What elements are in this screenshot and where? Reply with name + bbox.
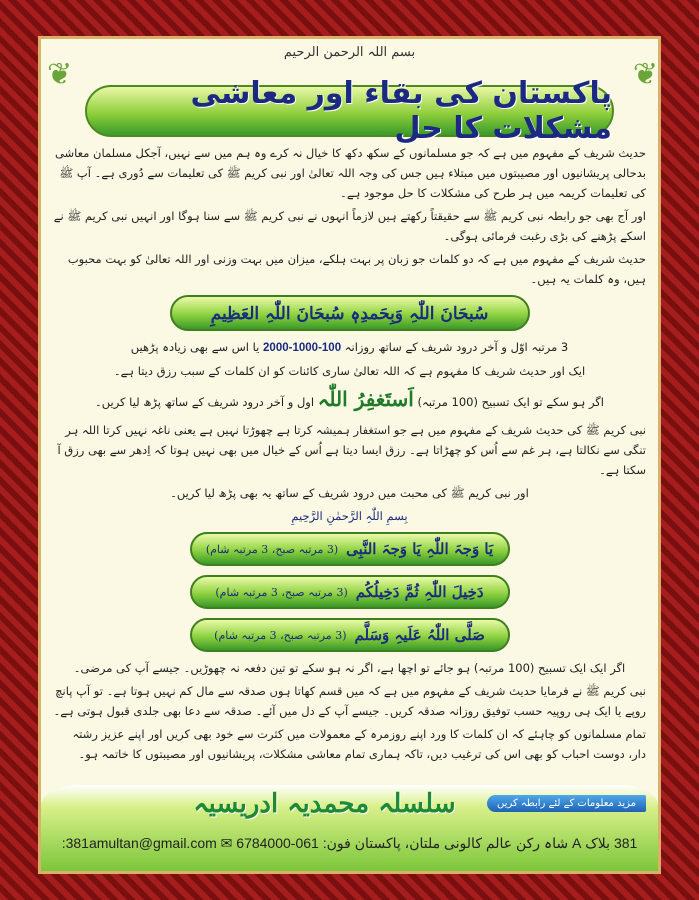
paragraph-6 [53,384,646,417]
wazifa-banner-1 [190,532,510,566]
istighfar-text: اَستَغفِرُ اللّٰہ [317,387,414,411]
contact-line [51,835,648,852]
vine-decoration-icon: ❦ [47,57,73,92]
address: 381 بلاک A شاہ رکن عالم کالونی ملتان، پاکستان فون: 061-6784000 [236,835,638,851]
vine-decoration-icon: ❦ [632,57,658,92]
paragraph-11: تمام مسلمانوں کو چاہئے کہ ان کلمات کا ورد اپنے روزمرہ کے معمولات میں کثرت سے خود بھی کریں اور اپنے عزیز رشتہ دار، دوست احباب کو بھی اس کی ترغیب دیں، تاکہ ہماری تمام معاشی مشکلات، پریشانیوں اور مصیبتوں کا خاتمہ ہو۔ [72,727,646,761]
paragraph-8: اور نبی کریم ﷺ کی محبت میں درود شریف کے ساتھ یہ بھی پڑھ لیا کریں۔ [170,486,529,500]
poster [38,36,661,874]
organization-name: سلسلہ محمدیہ ادریسیہ [193,789,456,819]
wazifa-text: دَخِیلَ اللّٰہِ ثُمَّ دَخِیلُکُم [355,583,484,601]
wazifa-banner-3 [190,618,510,652]
wazifa-text: یَا وَجہَ اللّٰہِ یَا وَجہَ النَّبِی [346,540,494,558]
kalimat-banner [170,295,530,331]
footer [41,785,658,871]
paragraph-5: ایک اور حدیث شریف کا مفہوم ہے کہ اللہ تعالیٰ ساری کائنات کو ان کلمات کے سبب رزق دیتا ہے۔ [113,364,586,378]
paragraph-4 [53,337,646,358]
paragraph-2: اور آج بھی جو رابطہ نبی کریم ﷺ سے حقیقتاً رکھتے ہیں لازماً انہوں نے نبی کریم ﷺ سے سنا ہوگا اور انہیں نبی کریم ﷺ نے اسکے پڑھنے کی بڑی رغبت فرمائی ہوگی۔ [53,209,646,243]
email-link[interactable]: 381amultan@gmail.com: [61,835,217,851]
paragraph-9: اگر ایک ایک تسبیح (100 مرتبہ) ہو جائے تو اچھا ہے، اگر نہ ہو سکے تو تین دفعہ نہ چھوڑیں۔ جیسے آپ کی مرضی۔ [73,661,626,675]
text: 3 مرتبہ اوّل و آخر درود شریف کے ساتھ روزانہ [344,340,569,354]
wazifa-text: صَلَّی اللّٰہُ عَلَیہِ وَسَلَّم [354,626,485,644]
count-numbers: 100-1000-2000 [263,342,342,354]
text: یا اس سے بھی زیادہ پڑھیں [130,340,260,354]
kalimat-text: سُبحَانَ اللّٰہِ وَبِحَمدِہٖ سُبحَانَ اللّٰہِ العَظِیمِ [210,303,489,324]
contact-tag: مزید معلومات کے لئے رابطہ کریں [487,795,646,812]
paragraph-1: حدیث شریف کے مفہوم میں ہے کہ جو مسلمانوں کے سکھ دکھ کا خیال نہ کرے وہ ہم میں سے نہیں، آجکل مسلمان معاشی بدحالی پریشانیوں اور مصیبتوں میں مبتلاء ہیں جس کی وجہ اللہ تعالیٰ اور نبی کریم ﷺ کی تعلیمات سے دُوری ہے۔ آپ ﷺ کی تعلیمات کریمہ میں ہر طرح کی مشکلات کا حل موجود ہے۔ [54,146,646,200]
wazifa-banner-2 [190,575,510,609]
title-banner [85,76,614,146]
text: اگر ہو سکے تو ایک تسبیح (100 مرتبہ) [417,395,604,409]
wazifa-note: (3 مرتبہ صبح، 3 مرتبہ شام) [205,542,339,556]
paragraph-3: حدیث شریف کے مفہوم میں ہے کہ دو کلمات جو زبان پر بہت ہلکے، میزان میں بہت وزنی اور اللہ تعالیٰ کو بہت محبوب ہیں، وہ کلمات یہ ہیں۔ [67,252,646,286]
bismillah-calligraphy: بسم اللہ الرحمن الرحیم [283,45,416,60]
body-content [53,143,646,783]
text: اول و آخر درود شریف کے ساتھ پڑھ لیا کریں۔ [95,395,315,409]
page-title: پاکستان کی بقاء اور معاشی مشکلات کا حل [190,76,612,146]
paragraph-10: نبی کریم ﷺ نے فرمایا حدیث شریف کے مفہوم میں ہے کہ میں قسم کھاتا ہوں صدقہ سے مال کم نہیں ہوتا ہے۔ تو آپ پانچ روپے یا ایک ہی روپیہ حسب توفیق روزانہ صدقہ کریں۔ جیسے آپ کے دل میں آئے۔ صدقہ سے دعا بھی جلدی قبول ہوتی ہے۔ [53,684,646,718]
wazifa-note: (3 مرتبہ صبح، 3 مرتبہ شام) [215,585,348,599]
paragraph-7: نبی کریم ﷺ کی حدیث شریف کے مفہوم میں ہے جو استغفار ہمیشہ کرتا ہے چھوڑتا نہیں ہے یعنی ناغہ نہیں کرتا اللہ ہر تنگی سے نکالتا ہے، ہر غم سے اُس کو چھڑاتا ہے۔ رزق ایسا دیتا ہے اُس کے خیال میں بھی نہیں ہوتا کہ اِدھر سے بھی رزق آ سکتا ہے۔ [57,423,646,477]
envelope-icon: ✉ [220,835,233,851]
bismillah-line: بِسمِ اللّٰہِ الرَّحمٰنِ الرَّحِیمِ [291,509,408,523]
wazifa-note: (3 مرتبہ صبح، 3 مرتبہ شام) [214,628,347,642]
